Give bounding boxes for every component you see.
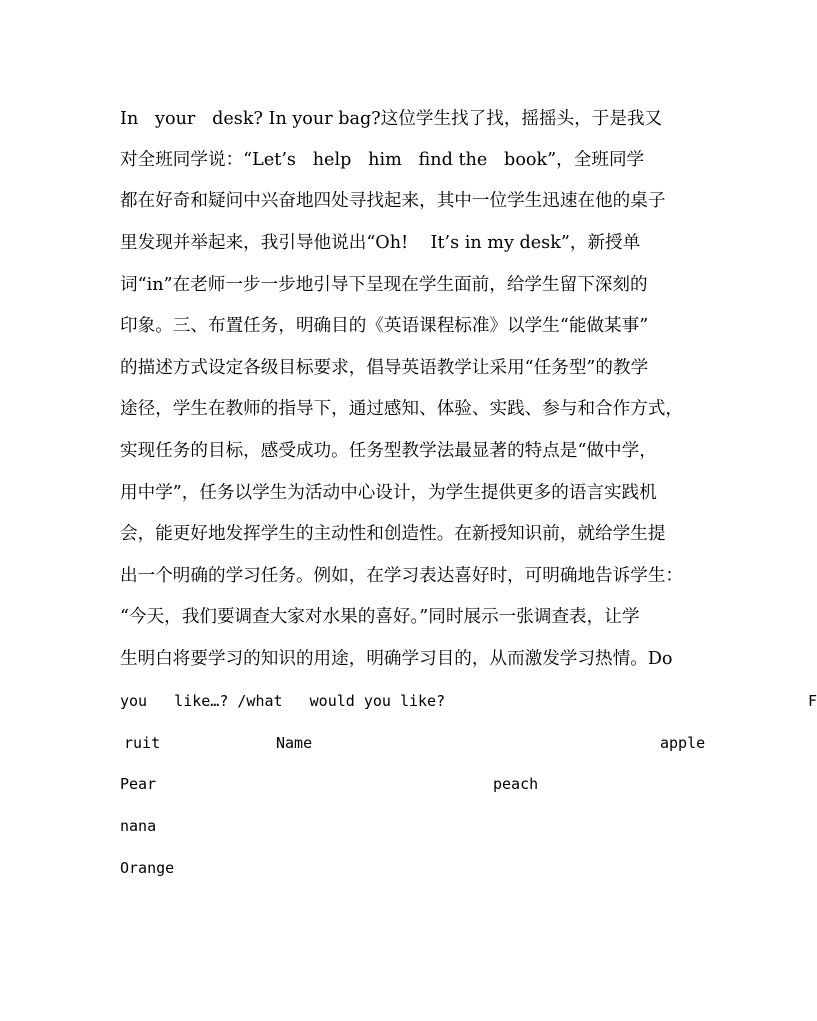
text-line: 印象。三、布置任务，明确目的《英语课程标准》以学生“能做某事” (120, 316, 649, 336)
text-line: 对全班同学说：“Let’s help him find the book”，全班同学 (120, 150, 645, 170)
overflow-letter: F (808, 692, 817, 710)
header-name: Name (276, 734, 313, 752)
question-text: you like…? /what wo​u​ld you like? (120, 692, 446, 710)
text-line: “今天，我们要调查大家对水果的喜好。”同时展示一张调查表，让学 (120, 607, 640, 627)
text-line: 生明白将要学习的知识的用途，明确学习目的，从而激发学习热情。Do (120, 649, 673, 669)
table-row (120, 769, 720, 799)
table-row (120, 811, 720, 841)
text-line: 出一个明确的学习任务。例如，在学习表达喜好时，可明确地告诉学生： (120, 566, 684, 586)
header-apple: apple (660, 734, 706, 752)
text-line: 途径，学生在教师的指导下，通过感知、体验、实践、参与和合作方式， (120, 399, 684, 419)
text-line: 会，能更好地发挥学生的主动性和创造性。在新授知识前，就给学生提 (120, 524, 666, 544)
cell-peach: peach (493, 775, 539, 793)
text-line: 里发现并举起来，我引导他说出“Oh! It’s in my desk”，新授单 (120, 233, 641, 253)
text-line: 都在好奇和疑问中兴奋地四处寻找起来，其中一位学生迅速在他的桌子 (120, 191, 666, 211)
table-row (120, 853, 720, 883)
cell-pear: Pear (120, 775, 157, 793)
table-header-row (120, 728, 720, 758)
cell-orange: Orange (120, 859, 175, 877)
text-line: 用中学”，任务以学生为活动中心设计，为学生提供更多的语言实践机 (120, 483, 657, 503)
text-line: 的描述方式设定各级目标要求，倡导英语教学让采用“任务型”的教学 (120, 358, 649, 378)
cell-banana: nana (120, 817, 157, 835)
question-line (120, 686, 816, 716)
text-line: In your desk? In your bag?这位学生找了找，摇摇头，于是我又 (120, 109, 663, 129)
text-line: 词“in”在老师一步一步地引导下呈现在学生面前，给学生留下深刻的 (120, 275, 648, 295)
text-line: 实现任务的目标，感受成功。任务型教学法最显著的特点是“做中学， (120, 441, 657, 461)
header-fruit: ruit (124, 734, 161, 752)
